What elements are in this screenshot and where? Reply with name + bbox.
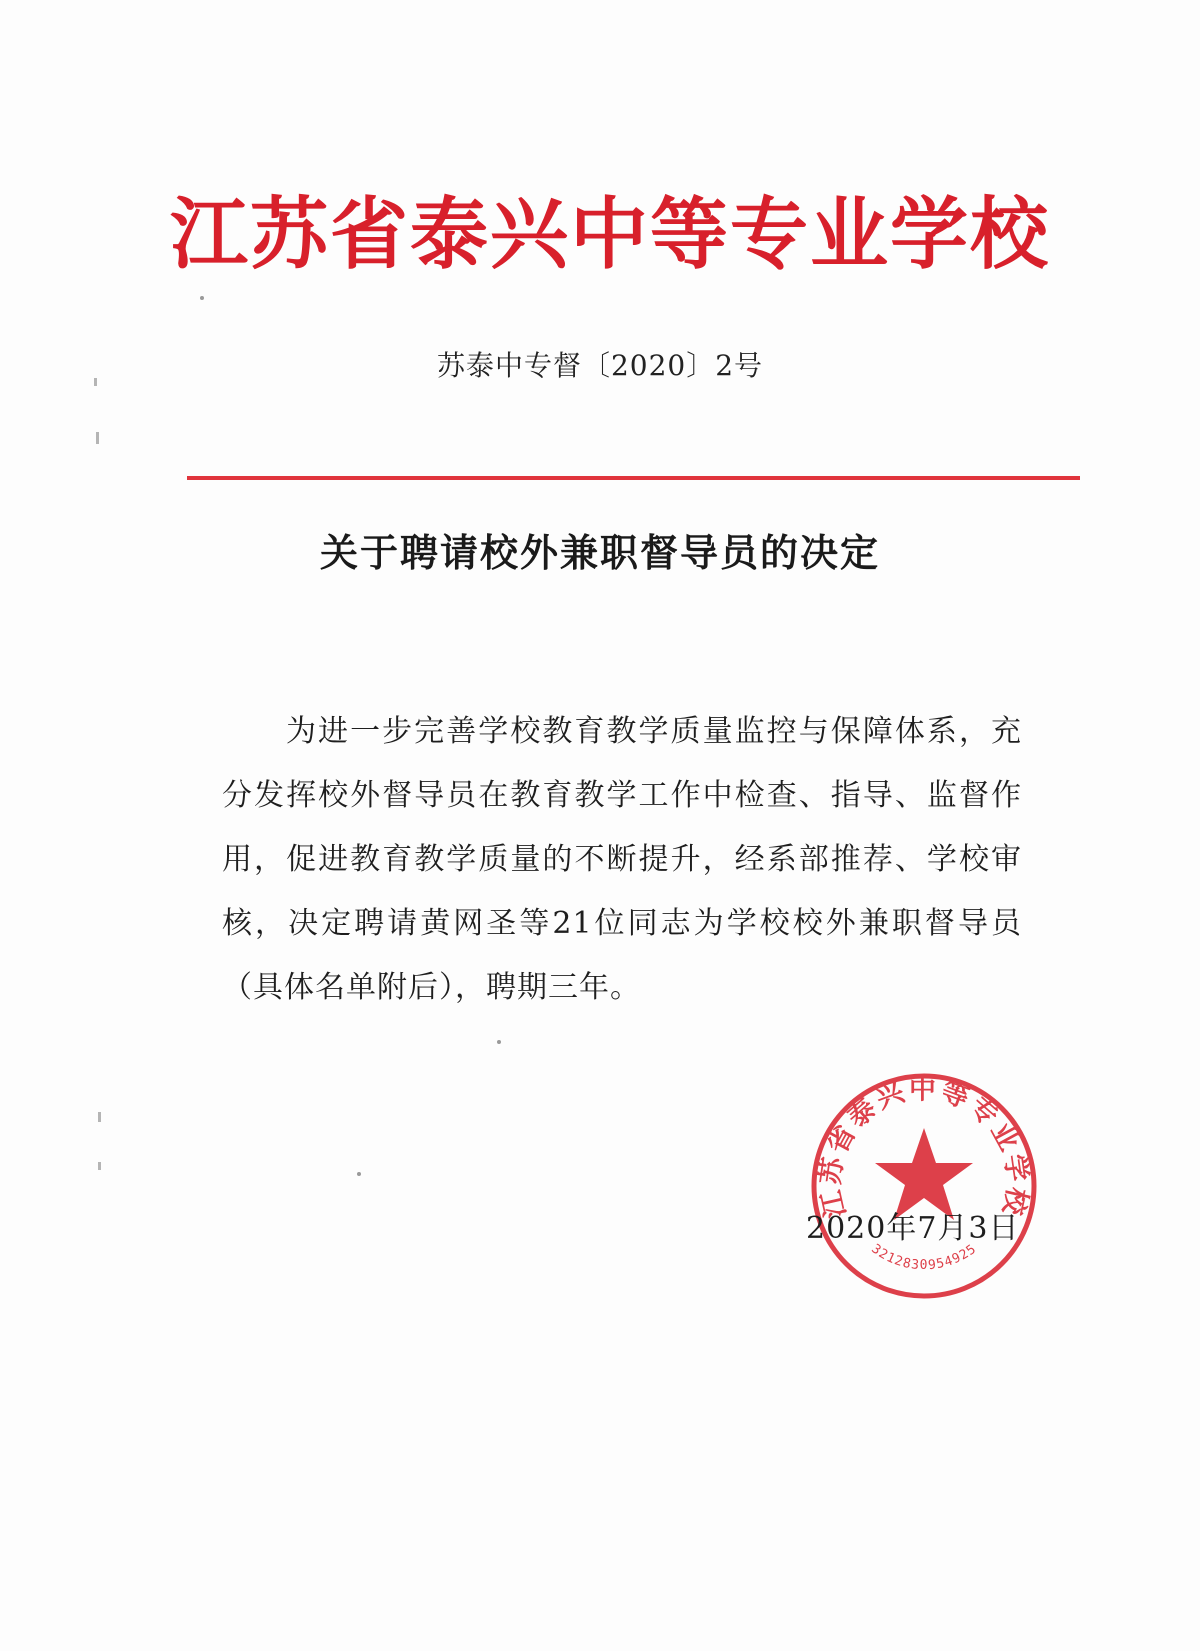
binding-mark bbox=[98, 1162, 101, 1170]
body-paragraph: 为进一步完善学校教育教学质量监控与保障体系，充分发挥校外督导员在教育教学工作中检查、指导、监督作用，促进教育教学质量的不断提升，经系部推荐、学校审核，决定聘请黄网圣等21位同志为学校校外兼职督导员（具体名单附后），聘期三年。 bbox=[222, 714, 1022, 1005]
official-seal-stamp bbox=[808, 1070, 1040, 1302]
document-title: 关于聘请校外兼职督导员的决定 bbox=[319, 530, 880, 575]
seal-arc-text: 江苏省泰兴中等专业学校 bbox=[814, 1074, 1034, 1221]
seal-code-text: 3212830954925 bbox=[868, 1241, 980, 1274]
binding-mark bbox=[98, 1112, 101, 1122]
scan-speck bbox=[497, 1040, 501, 1044]
binding-mark bbox=[96, 432, 99, 444]
scan-speck bbox=[357, 1172, 361, 1176]
issue-date: 2020年7月3日 bbox=[806, 1211, 1020, 1246]
school-masthead: 江苏省泰兴中等专业学校 bbox=[169, 189, 1050, 280]
document-number: 苏泰中专督〔2020〕2号 bbox=[436, 349, 764, 382]
red-divider-line bbox=[187, 476, 1080, 480]
scan-speck bbox=[200, 296, 204, 300]
